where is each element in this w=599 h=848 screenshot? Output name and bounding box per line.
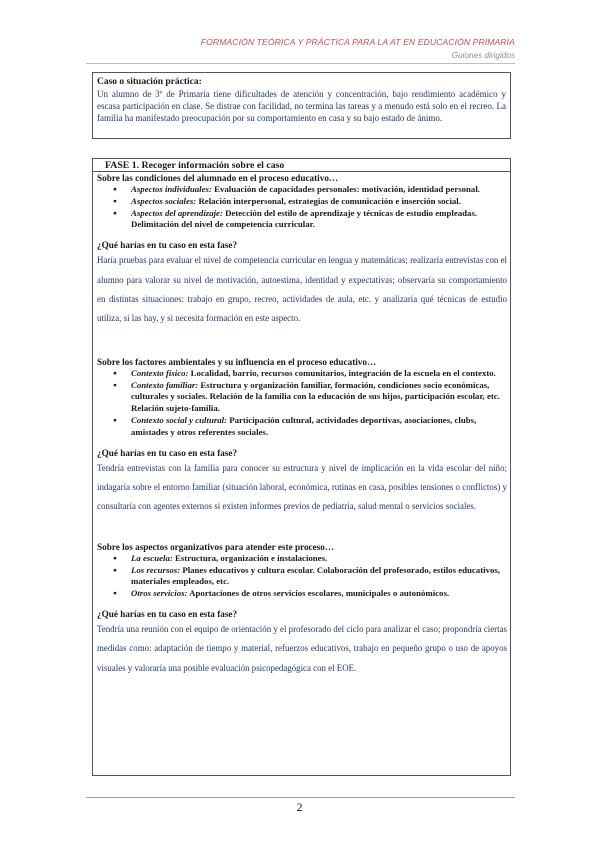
bullet-list: [97, 553, 507, 600]
list-item: [97, 196, 507, 208]
list-item: [97, 208, 507, 232]
question: ¿Qué harías en tu caso en esta fase?: [97, 447, 238, 458]
item-term: Contexto familiar:: [131, 379, 199, 390]
list-item: [97, 565, 507, 589]
item-term: Aspectos del aprendizaje:: [131, 207, 223, 218]
list-item: [97, 415, 507, 439]
phase-box: [92, 158, 511, 776]
bullet-list: [97, 184, 507, 231]
item-term: Los recursos:: [131, 564, 181, 575]
bullet-list: [97, 368, 507, 439]
case-title: Caso o situación práctica:: [97, 77, 202, 87]
answer: Haría pruebas para evaluar el nivel de competencia curricular en lengua y matemáticas; realizaría entrevistas con el alumno para valorar su nivel de motivación, autoestima, identidad y expectativas; observaría su comportamiento en distintas situaciones: trabajo en grupo, recreo, actividades de aula, etc. y analizaría qué técnicas de estudio utiliza, si las hay, y si necesita formación en este aspecto.: [97, 255, 507, 324]
phase-title: FASE 1. Recoger información sobre el caso: [93, 159, 510, 172]
item-term: Aspectos individuales:: [131, 184, 212, 194]
list-item: [97, 184, 507, 196]
item-term: La escuela:: [131, 552, 173, 563]
section-title: Sobre los aspectos organizativos para atender este proceso…: [97, 541, 335, 552]
section-title: Sobre las condiciones del alumnado en el proceso educativo…: [97, 173, 339, 183]
list-item: [97, 588, 507, 600]
section-organization: [97, 541, 507, 678]
list-item: [97, 368, 507, 380]
item-text: Estructura y organización familiar, formación, condiciones socio económicas, culturales y sociales. Relación de la familia con la educación de sus hijos, participación escolar, etc. Relación sujeto-familia.: [131, 379, 500, 414]
item-text: Localidad, barrio, recursos comunitarios, integración de la escuela en el contexto.: [190, 367, 496, 378]
answer: Tendría una reunión con el equipo de orientación y el profesorado del ciclo para analizar el caso; propondría ciertas medidas como: adaptación de tiempo y material, refuerzos educativos, trabajo en pequeño grupo o uso de apoyos visuales y valoraría una posible evaluación psicopedagógica con el EOE.: [97, 624, 507, 673]
answer: Tendría entrevistas con la familia para conocer su estructura y nivel de implicación en la vida escolar del niño; indagaría sobre el entorno familiar (situación laboral, económica, rutinas en casa, posibles tensiones o conflictos) y consultaría con agentes externos si existen informes previos de pediatría, salud mental o servicios sociales.: [97, 462, 507, 512]
item-term: Aspectos sociales:: [131, 195, 197, 206]
item-text: Estructura, organización e instalaciones.: [174, 552, 328, 563]
list-item: [97, 380, 507, 415]
section-individual: [97, 172, 507, 329]
case-text: Un alumno de 3º de Primaria tiene dificultades de atención y concentración, bajo rendimiento académico y escasa participación en clase. Se distrae con facilidad, no termina las tareas y a menudo está solo en el recreo. La familia ha manifestado preocupación por su comportamiento en casa y su bajo estado de ánimo.: [97, 89, 506, 124]
section-title: Sobre los factores ambientales y su influencia en el proceso educativo…: [97, 356, 377, 367]
item-term: Contexto social y cultural:: [131, 415, 228, 425]
item-text: Planes educativos y cultura escolar. Colaboración del profesorado, estilos educativos, materiales empleados, etc.: [131, 564, 500, 587]
item-text: Relación interpersonal, estrategias de comunicación e inserción social.: [198, 195, 461, 206]
item-term: Contexto físico:: [131, 367, 189, 378]
question: ¿Qué harías en tu caso en esta fase?: [97, 240, 238, 251]
phase-content: [93, 172, 510, 678]
item-text: Participación cultural, actividades deportivas, asociaciones, clubs, amistades y otros referentes sociales.: [131, 415, 477, 437]
footer-divider: [86, 797, 515, 798]
page-number: 2: [296, 800, 303, 814]
item-text: Detección del estilo de aprendizaje y técnicas de estudio empleadas. Delimitación del nivel de competencia curricular.: [131, 207, 478, 230]
list-item: [97, 553, 507, 565]
item-term: Otros servicios:: [131, 588, 188, 599]
header-title: FORMACIÓN TEÓRICA Y PRÁCTICA PARA LA AT EN EDUCACIÓN PRIMARIA: [200, 37, 515, 47]
question: ¿Qué harías en tu caso en esta fase?: [97, 609, 238, 619]
item-text: Evaluación de capacidades personales: motivación, identidad personal.: [214, 184, 480, 194]
header-subtitle: Guiones dirigidos: [451, 51, 515, 60]
case-box: [92, 72, 511, 139]
section-environment: [97, 356, 507, 517]
item-text: Aportaciones de otros servicios escolares, municipales o autonómicos.: [189, 588, 450, 599]
header-divider: [86, 63, 515, 64]
